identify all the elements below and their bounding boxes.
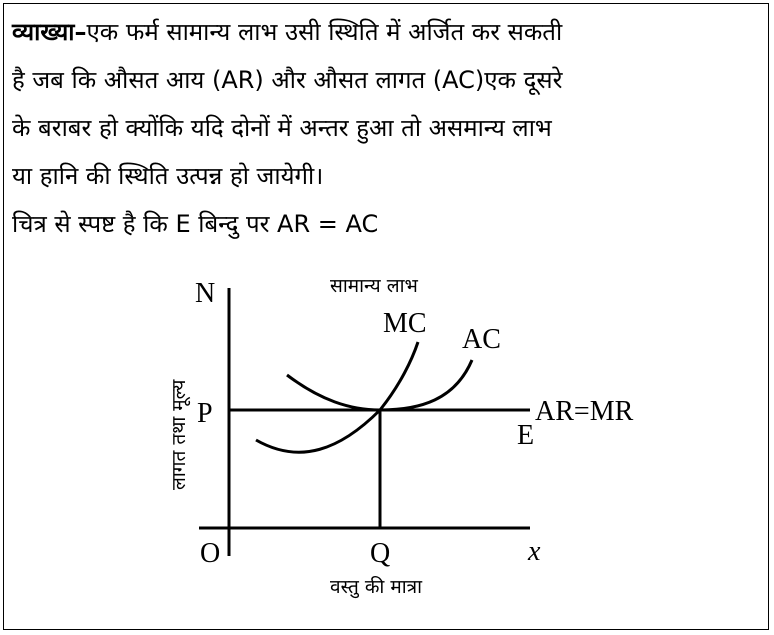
q-label: Q [370,538,391,569]
ac-curve [287,360,472,410]
diagram-title: सामान्य लाभ [330,275,418,297]
x-axis-title: वस्तु की मात्रा [330,576,423,598]
origin-label: O [200,538,221,569]
explanation-line-2: है जब कि औसत आय (AR) और औसत लागत (AC)एक दूसरे [12,66,563,94]
y-axis-end-label: N [195,278,216,309]
ac-label: AC [462,324,501,355]
p-label: P [197,398,213,429]
explanation-heading: व्याख्या– [12,18,87,46]
x-axis-end-label: x [528,536,541,567]
explanation-line-5: चित्र से स्पष्ट है कि E बिन्दु पर AR = AC [12,210,379,238]
e-label: E [517,420,535,451]
explanation-line-4: या हानि की स्थिति उत्पन्न हो जायेगी। [12,162,324,190]
ar-mr-label: AR=MR [535,396,634,427]
y-axis-title: लागत तथा मूल्य [168,379,190,490]
explanation-line-1-text: एक फर्म सामान्य लाभ उसी स्थिति में अर्जित कर सकती [86,18,563,46]
explanation-line-3: के बराबर हो क्योंकि यदि दोनों में अन्तर हुआ तो असमान्य लाभ [12,114,552,142]
mc-curve [256,342,418,452]
mc-label: MC [383,308,427,339]
